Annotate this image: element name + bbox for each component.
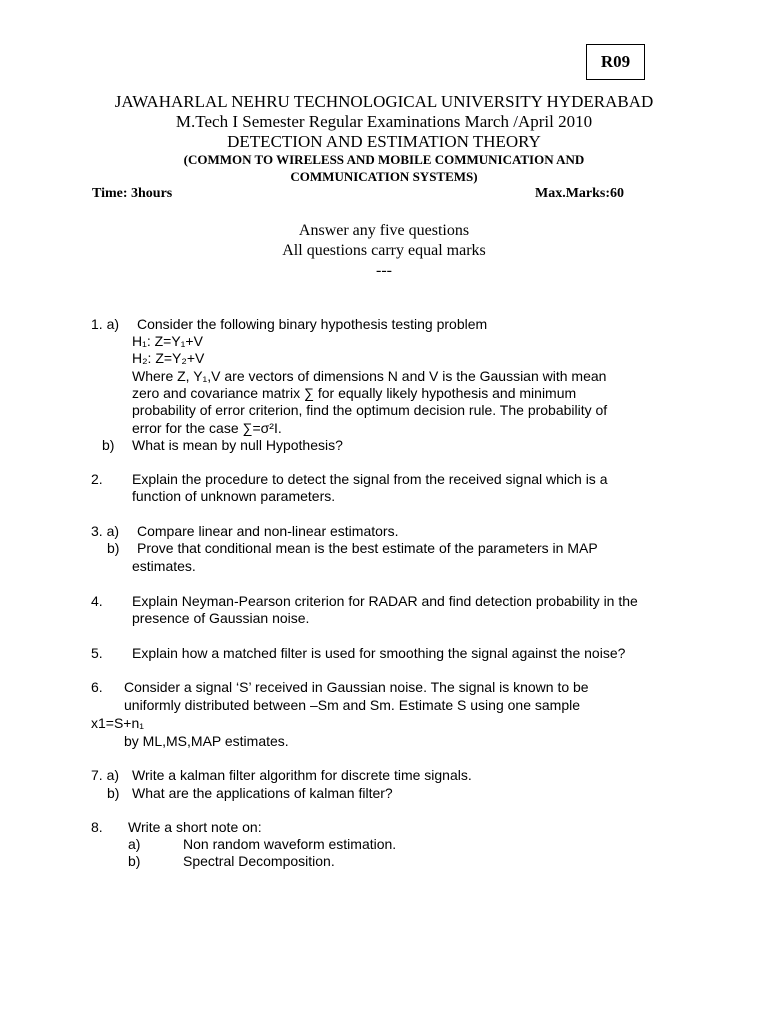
question-6-line: x1=S+n₁ [91, 715, 144, 731]
common-note-line2: COMMUNICATION SYSTEMS) [290, 169, 478, 184]
question-8-text: Write a short note on: [128, 819, 262, 835]
instruction-answer: Answer any five questions [298, 222, 470, 239]
question-1a-line: H₂: Z=Y₂+V [132, 350, 205, 366]
question-8a-text: Non random waveform estimation. [183, 836, 397, 852]
instruction-marks: All questions carry equal marks [282, 242, 486, 259]
exam-time: Time: 3hours [92, 186, 173, 201]
question-1a-text: Consider the following binary hypothesis testing problem [137, 316, 488, 332]
common-note-line1: (COMMON TO WIRELESS AND MOBILE COMMUNICATION AND [183, 152, 585, 167]
exam-title: M.Tech I Semester Regular Examinations March /April 2010 [175, 112, 593, 131]
question-8a-number: a) [128, 836, 141, 852]
question-2-text: Explain the procedure to detect the signal from the received signal which is a [132, 471, 608, 487]
question-1a-line: H₁: Z=Y₁+V [132, 333, 203, 349]
question-4-text: Explain Neyman-Pearson criterion for RADAR and find detection probability in the [132, 593, 638, 609]
university-name: JAWAHARLAL NEHRU TECHNOLOGICAL UNIVERSITY HYDERABAD [114, 92, 654, 111]
paper-code: R09 [586, 44, 645, 80]
max-marks: Max.Marks:60 [535, 186, 625, 201]
question-2-line: function of unknown parameters. [132, 488, 336, 504]
question-4-line: presence of Gaussian noise. [132, 610, 310, 626]
question-3b-number: b) [107, 540, 120, 556]
question-2-number: 2. [91, 471, 103, 487]
subject-title: DETECTION AND ESTIMATION THEORY [227, 132, 541, 151]
question-6-line: uniformly distributed between –Sm and Sm. Estimate S using one sample [124, 697, 581, 713]
question-7a-text: Write a kalman filter algorithm for discrete time signals. [132, 767, 472, 783]
question-5-text: Explain how a matched filter is used for smoothing the signal against the noise? [132, 645, 626, 661]
separator: --- [376, 262, 392, 279]
question-7b-number: b) [107, 785, 120, 801]
question-8b-text: Spectral Decomposition. [183, 853, 335, 869]
question-3a-text: Compare linear and non-linear estimators. [137, 523, 399, 539]
question-1a-line: probability of error criterion, find the optimum decision rule. The probability of [132, 402, 608, 418]
question-1a-number: 1. a) [91, 316, 120, 332]
question-6-line: by ML,MS,MAP estimates. [124, 733, 289, 749]
question-1a-line: zero and covariance matrix ∑ for equally likely hypothesis and minimum [132, 385, 577, 401]
question-7b-text: What are the applications of kalman filter? [132, 785, 393, 801]
question-3a-number: 3. a) [91, 523, 120, 539]
question-5-number: 5. [91, 645, 103, 661]
question-3b-line: estimates. [132, 558, 196, 574]
question-1b-text: What is mean by null Hypothesis? [132, 437, 343, 453]
question-1a-line: Where Z, Y₁,V are vectors of dimensions N and V is the Gaussian with mean [132, 368, 607, 384]
question-8b-number: b) [128, 853, 141, 869]
question-4-number: 4. [91, 593, 103, 609]
question-6-number: 6. [91, 679, 103, 695]
question-6-text: Consider a signal ‘S’ received in Gaussian noise. The signal is known to be [124, 679, 589, 695]
question-1a-line: error for the case ∑=σ²I. [132, 420, 282, 436]
question-3b-text: Prove that conditional mean is the best estimate of the parameters in MAP [137, 540, 598, 556]
question-1b-number: b) [102, 437, 115, 453]
question-7a-number: 7. a) [91, 767, 120, 783]
question-8-number: 8. [91, 819, 103, 835]
